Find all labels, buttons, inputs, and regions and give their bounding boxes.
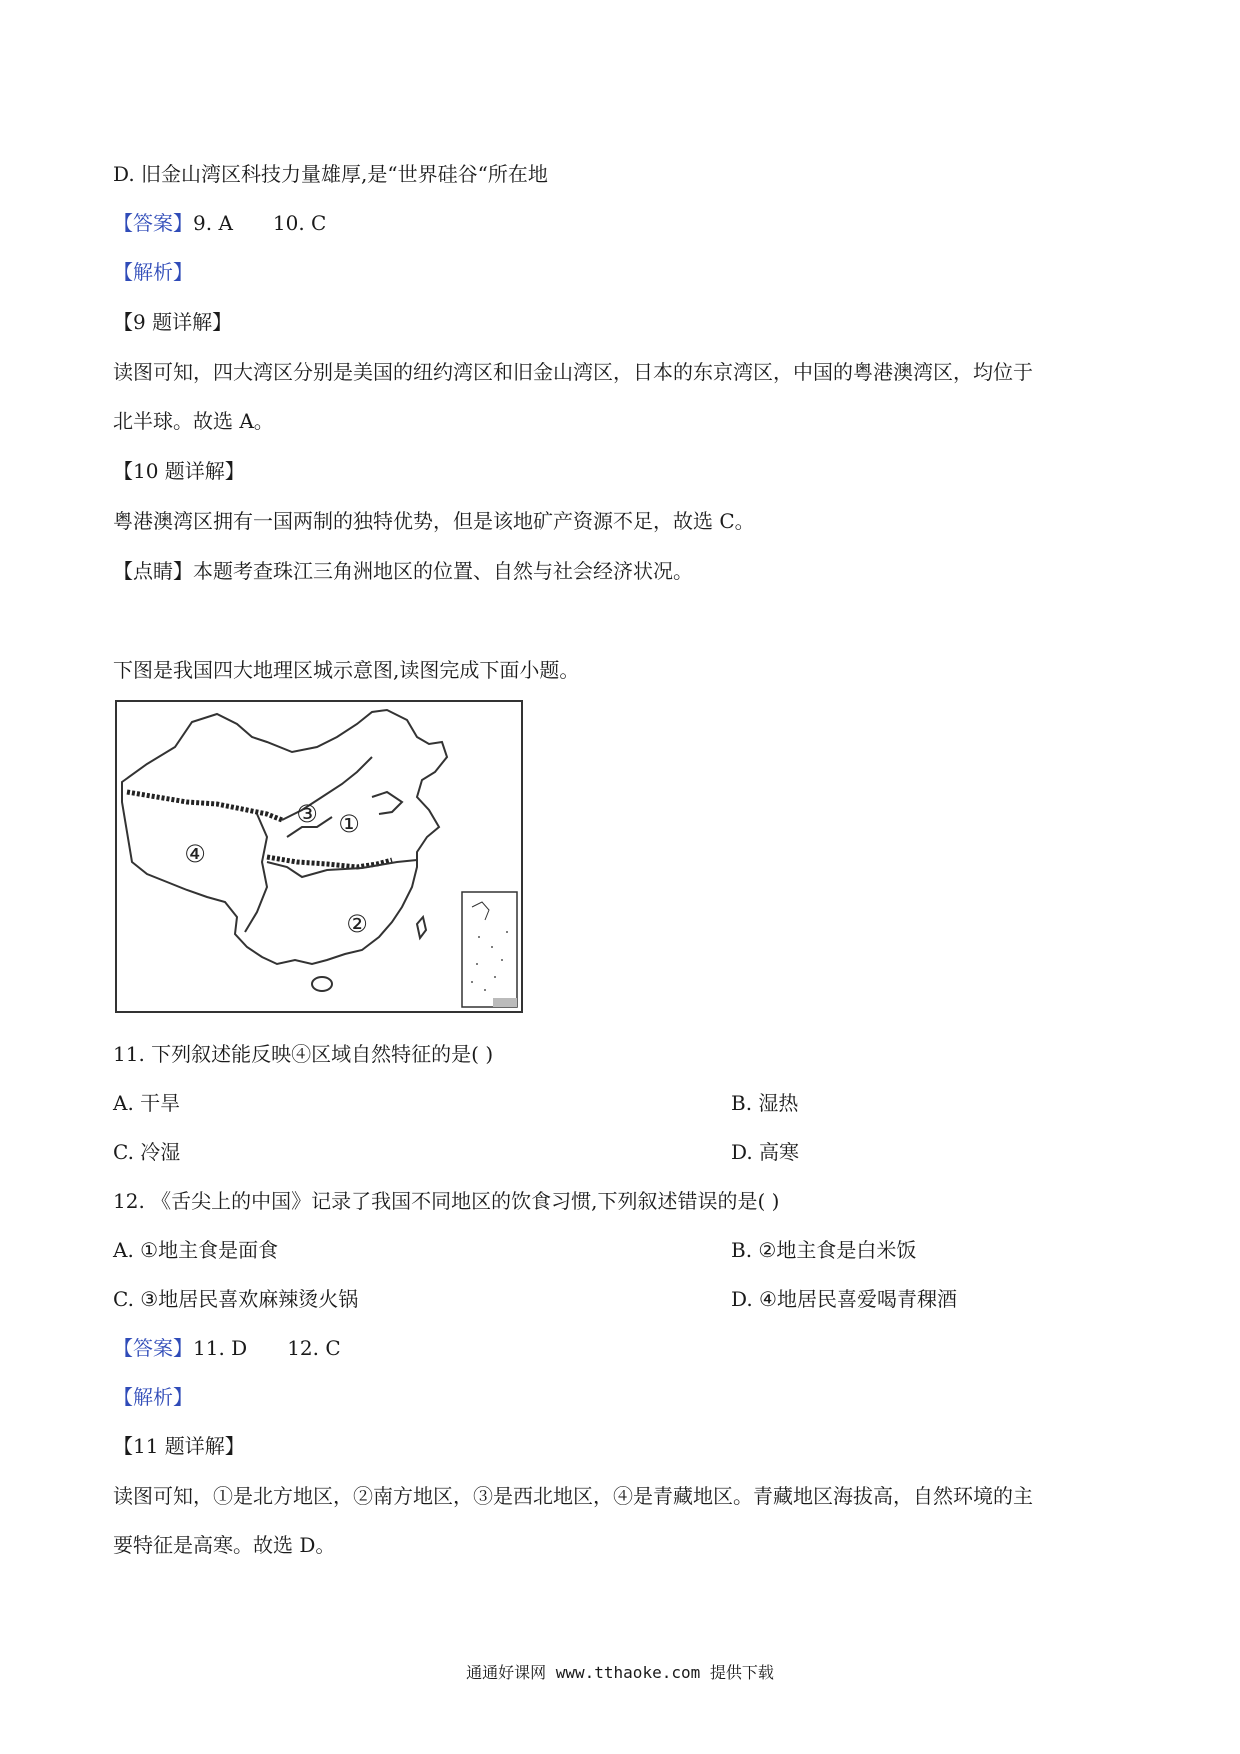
q11-detail-body-1: 读图可知，①是北方地区，②南方地区，③是西北地区，④是青藏地区。青藏地区海拔高，自然环境的主 — [113, 1484, 1033, 1508]
region-label-1: ① — [338, 810, 360, 838]
boundary-north-south — [267, 860, 417, 877]
answer-line-2 — [113, 1334, 341, 1362]
q12-options-row-2 — [113, 1285, 957, 1313]
q10-detail-body: 粤港澳湾区拥有一国两制的独特优势，但是该地矿产资源不足，故选 C。 — [113, 509, 755, 533]
q12-option-d: D. ④地居民喜爱喝青稞酒 — [731, 1287, 957, 1311]
analysis-label-2: 【解析】 — [113, 1385, 193, 1409]
analysis-label-1: 【解析】 — [113, 260, 193, 284]
answer-line-1 — [113, 209, 326, 237]
taiwan — [417, 917, 426, 938]
map-intro: 下图是我国四大地理区城示意图,读图完成下面小题。 — [113, 658, 580, 682]
q9-detail-heading: 【9 题详解】 — [113, 310, 233, 334]
q11-option-a: A. 干旱 — [113, 1091, 181, 1115]
q10-detail-heading: 【10 题详解】 — [113, 459, 245, 483]
answer-10: 10. C — [272, 211, 327, 235]
hainan — [312, 977, 332, 991]
q11-options-row-2 — [113, 1138, 800, 1166]
answer-9: 9. A — [193, 211, 233, 235]
china-regions-map — [115, 700, 523, 1013]
dianjing-note: 【点睛】本题考查珠江三角洲地区的位置、自然与社会经济状况。 — [113, 559, 693, 583]
q11-detail-heading: 【11 题详解】 — [113, 1434, 245, 1458]
q11-option-d: D. 高寒 — [731, 1140, 800, 1164]
q9-detail-body-1: 读图可知，四大湾区分别是美国的纽约湾区和旧金山湾区，日本的东京湾区，中国的粤港澳湾区，均位于 — [113, 360, 1033, 384]
q12-options-row-1 — [113, 1236, 917, 1264]
q11-detail-body-2: 要特征是高寒。故选 D。 — [113, 1533, 336, 1557]
answer-11: 11. D — [193, 1336, 248, 1360]
page-footer: 通通好课网 www.tthaoke.com 提供下载 — [466, 1663, 774, 1682]
answer-12: 12. C — [287, 1336, 341, 1360]
region-label-3: ③ — [296, 800, 318, 828]
q12-option-a: A. ①地主食是面食 — [113, 1238, 279, 1262]
question-11: 11. 下列叙述能反映④区域自然特征的是( ) — [113, 1042, 494, 1066]
q11-option-b: B. 湿热 — [731, 1091, 799, 1115]
region-label-2: ② — [346, 910, 368, 938]
question-12: 12. 《舌尖上的中国》记录了我国不同地区的饮食习惯,下列叙述错误的是( ) — [113, 1189, 780, 1213]
q12-option-c: C. ③地居民喜欢麻辣烫火锅 — [113, 1287, 359, 1311]
boundary-tibet — [245, 814, 267, 932]
answer-tag: 【答案】 — [113, 211, 193, 235]
q9-detail-body-2: 北半球。故选 A。 — [113, 409, 274, 433]
q11-option-c: C. 冷湿 — [113, 1140, 181, 1164]
q11-options-row-1 — [113, 1089, 799, 1117]
answer-tag-2: 【答案】 — [113, 1336, 193, 1360]
south-sea-inset — [462, 892, 517, 1007]
bohai-coast — [372, 792, 402, 814]
option-d-previous: D. 旧金山湾区科技力量雄厚,是“世界硅谷“所在地 — [113, 162, 548, 186]
region-label-4: ④ — [184, 840, 206, 868]
q12-option-b: B. ②地主食是白米饭 — [731, 1238, 917, 1262]
china-outline — [122, 710, 447, 964]
